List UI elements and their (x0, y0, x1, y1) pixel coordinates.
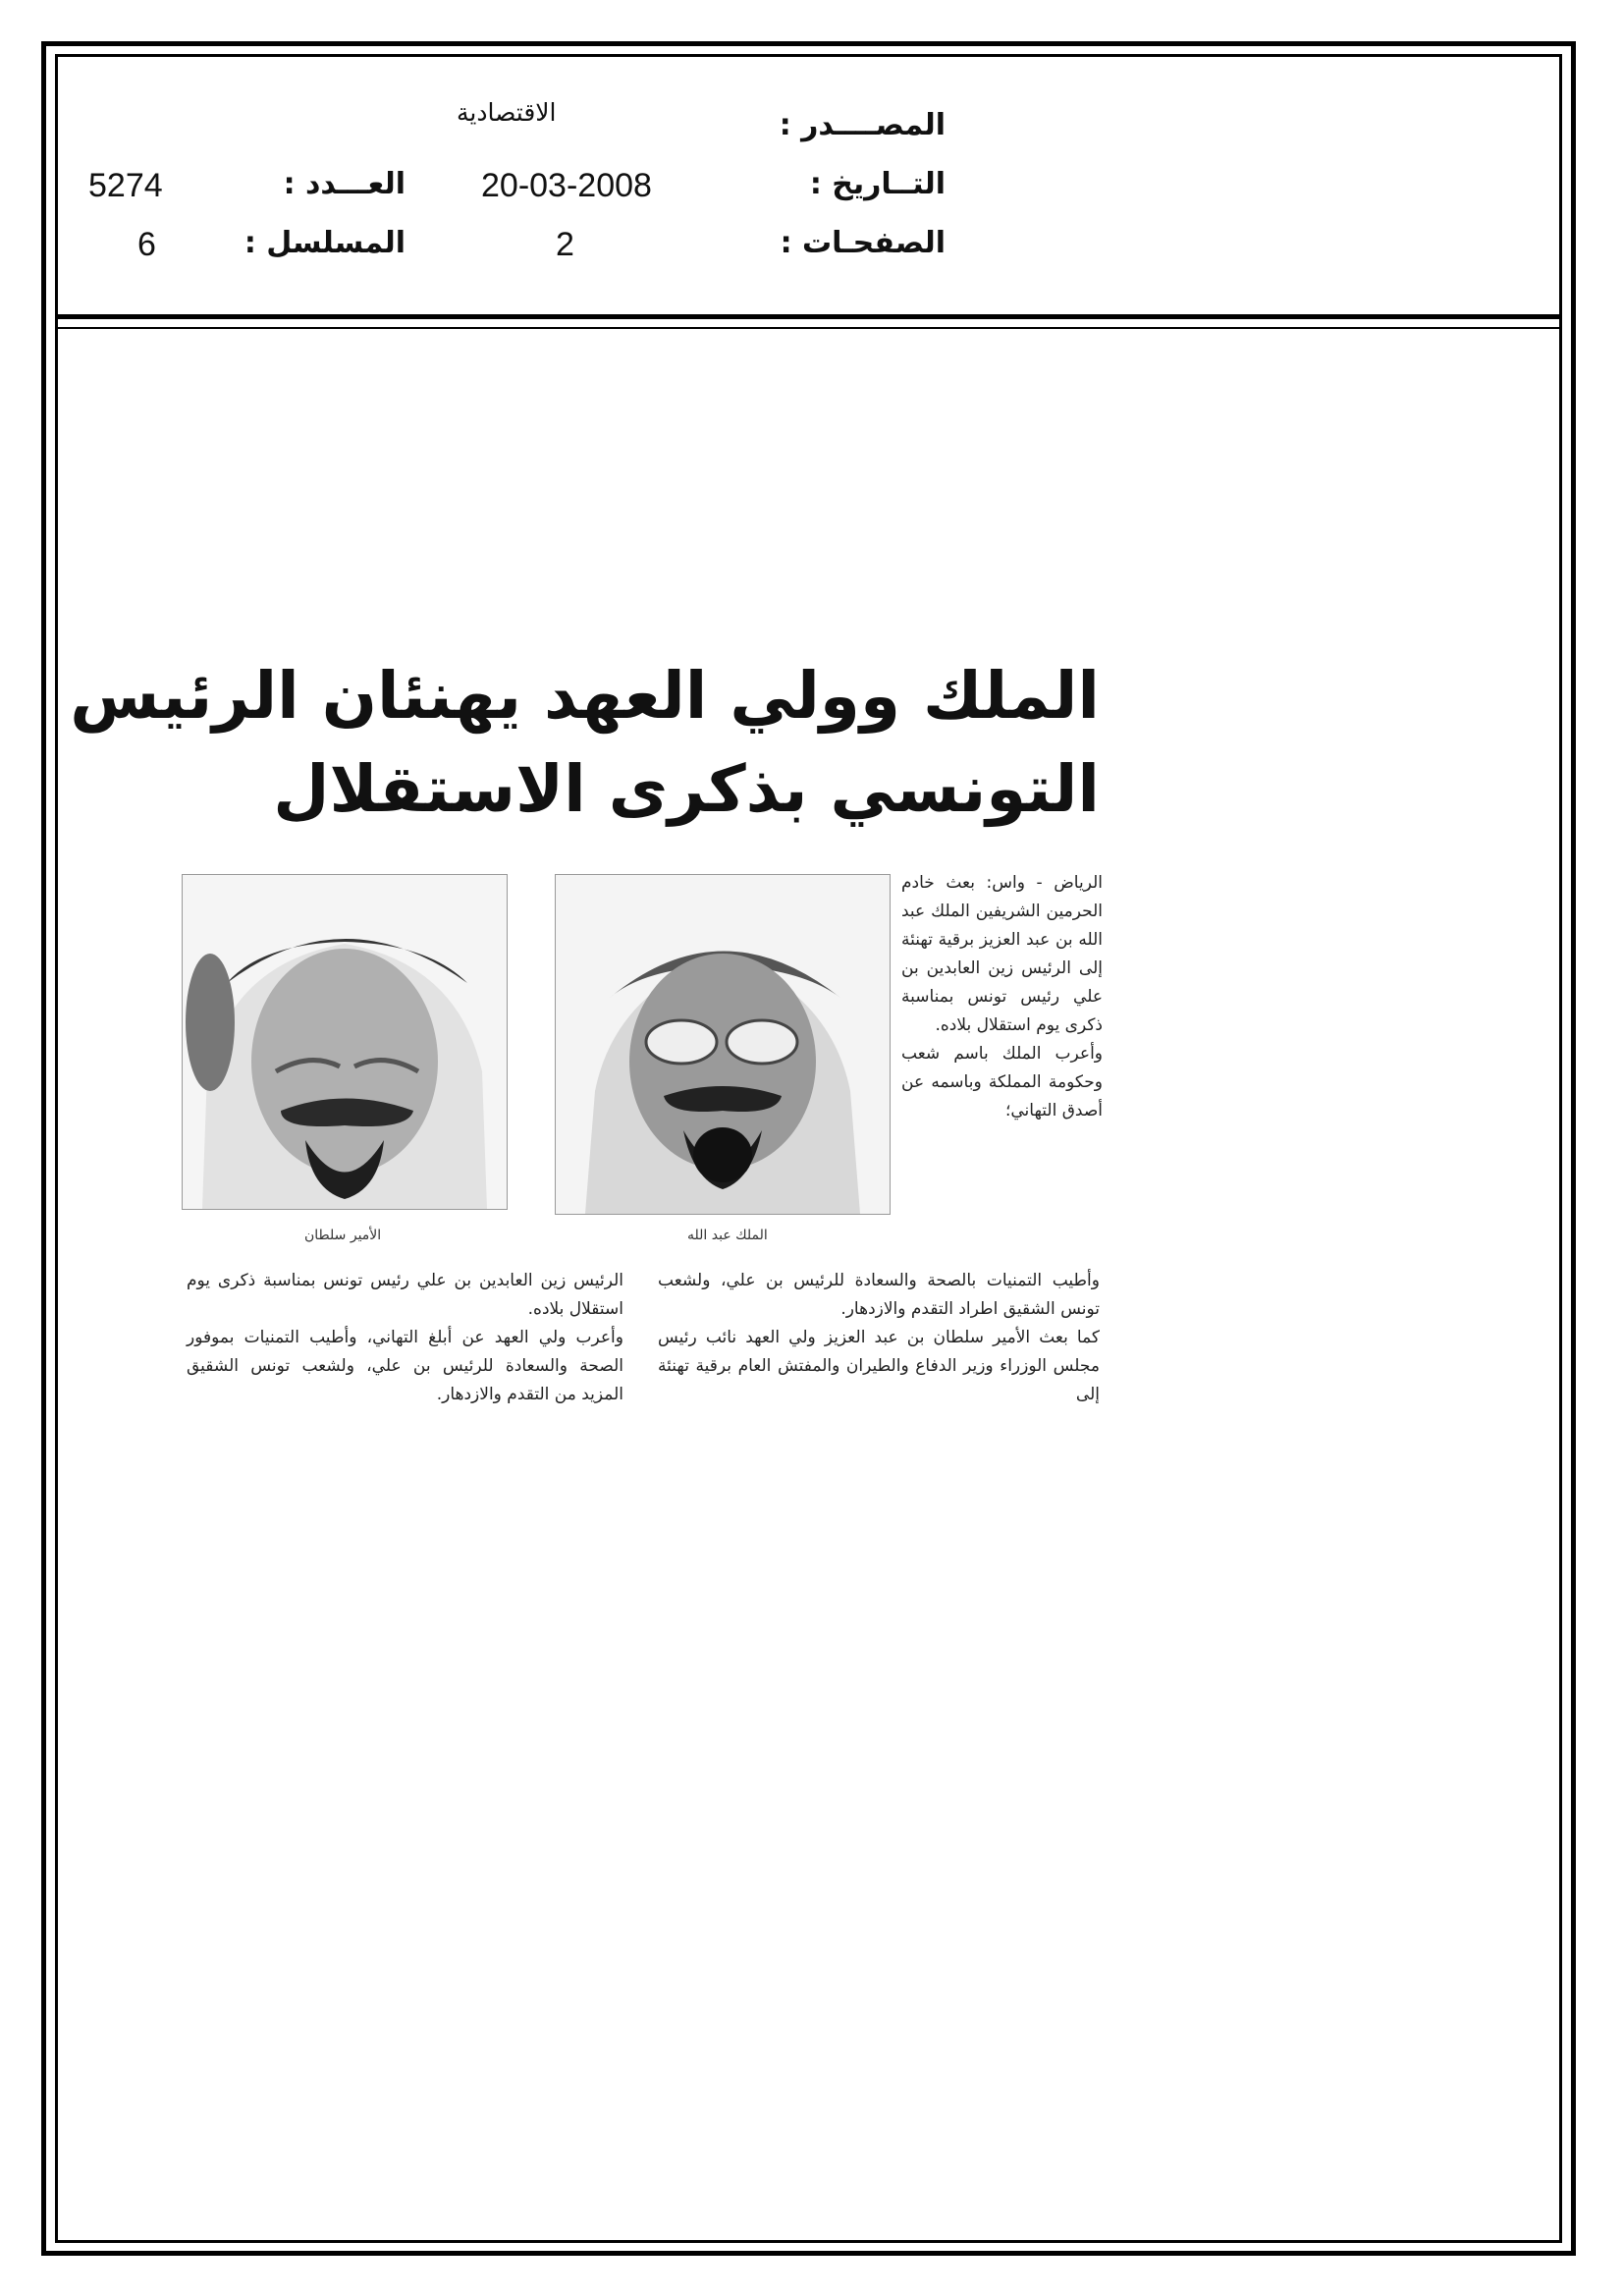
article-column-right (901, 869, 1103, 1125)
article-column-middle (658, 1267, 1100, 1409)
paragraph: وأطيب التمنيات بالصحة والسعادة للرئيس بن علي، ولشعب تونس الشقيق اطراد التقدم والازدهار. (658, 1271, 1100, 1319)
pages-label: الصفحـات : (780, 226, 946, 260)
headline-line-1: الملك وولي العهد يهنئان الرئيس (70, 658, 1100, 734)
newspaper-clipping (70, 638, 1119, 1473)
paragraph: الرئيس زين العابدين بن علي رئيس تونس بمناسبة ذكرى يوم استقلال بلاده. (187, 1271, 623, 1319)
caption-king: الملك عبد الله (687, 1228, 768, 1243)
paragraph: وأعرب الملك باسم شعب وحكومة المملكة وباسمه عن أصدق التهاني؛ (901, 1044, 1103, 1121)
paragraph: الرياض - واس: بعث خادم الحرمين الشريفين الملك عبد الله بن عبد العزيز برقية تهنئة إلى الرئيس زين العابدين بن علي رئيس تونس بمناسبة ذكرى يوم استقلال بلاده. (901, 873, 1103, 1035)
photo-prince-sultan (182, 874, 508, 1210)
date-label: التــاريخ : (809, 167, 946, 201)
source-value: الاقتصادية (457, 98, 557, 127)
serial-label: المسلسل : (243, 226, 406, 260)
issue-label: العـــدد : (283, 167, 406, 201)
source-label: المصــــدر : (779, 108, 946, 142)
header-divider-thick (55, 314, 1562, 319)
issue-value: 5274 (88, 167, 163, 204)
paragraph: وأعرب ولي العهد عن أبلغ التهاني، وأطيب التمنيات بموفور الصحة والسعادة للرئيس بن علي، ولشعب تونس الشقيق المزيد من التقدم والازدهار. (187, 1328, 623, 1404)
prince-portrait-image (183, 875, 507, 1209)
header-divider-thin (55, 327, 1562, 329)
pages-value: 2 (556, 226, 574, 263)
king-portrait-image (556, 875, 890, 1214)
article-column-left (187, 1267, 623, 1409)
photo-king-abdullah (555, 874, 891, 1215)
paragraph: كما بعث الأمير سلطان بن عبد العزيز ولي العهد نائب رئيس مجلس الوزراء وزير الدفاع والطيران والمفتش العام برقية تهنئة إلى (658, 1328, 1100, 1404)
caption-prince: الأمير سلطان (304, 1228, 382, 1243)
date-value: 20-03-2008 (481, 167, 652, 204)
serial-value: 6 (137, 226, 156, 263)
headline-line-2: التونسي بذكرى الاستقلال (273, 751, 1100, 827)
